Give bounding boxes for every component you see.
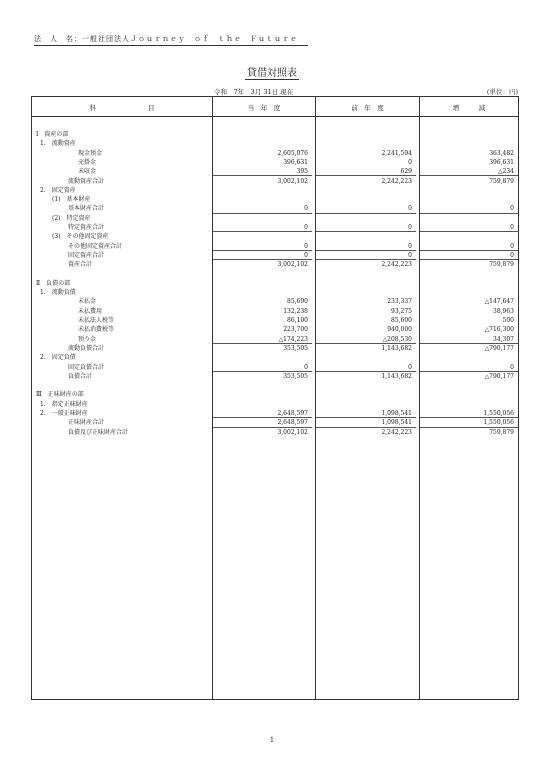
table-row — [32, 279, 518, 288]
row-label: 未払法人税等 — [78, 317, 115, 324]
current-value: 0 — [304, 224, 308, 231]
change-value: 759,879 — [489, 261, 514, 269]
current-value: 0 — [304, 205, 308, 213]
change-value: 1,550,056 — [483, 419, 514, 427]
column-header-current: 当 年 度 — [247, 104, 281, 112]
column-header-previous: 前 年 度 — [351, 104, 384, 112]
previous-value: 1,143,682 — [381, 372, 412, 380]
current-value: 2,605,076 — [277, 149, 308, 157]
current-value: 353,505 — [283, 372, 308, 380]
change-value: 0 — [510, 224, 514, 231]
table-row — [32, 149, 518, 158]
row-label: 未払金 — [78, 298, 97, 306]
row-label: 正味財産合計 — [68, 419, 105, 427]
previous-value: 0 — [408, 158, 412, 166]
row-label: その他固定資産合計 — [68, 242, 123, 250]
table-row — [32, 270, 518, 279]
current-value: 3,002,102 — [277, 428, 308, 436]
table-row — [32, 316, 518, 325]
table-row — [32, 130, 518, 139]
table-row — [32, 251, 518, 260]
change-value: 759,879 — [489, 177, 514, 185]
row-label: (3) その他固定資産 — [52, 233, 109, 241]
table-row — [32, 344, 518, 353]
table-row — [32, 353, 518, 362]
table-row — [32, 232, 518, 241]
table-row — [32, 363, 518, 372]
row-label: 特定資産合計 — [68, 224, 105, 231]
row-label: Ⅲ 正味財産の部 — [36, 391, 84, 399]
row-label: 2. 一般正味財産 — [40, 410, 88, 417]
row-label: 1. 流動資産 — [40, 140, 76, 148]
as-of-date: 令和 7年 3月 31日 現在 — [214, 88, 294, 96]
row-label: 売掛金 — [78, 158, 97, 166]
change-value: 0 — [510, 251, 514, 259]
row-label: 未収金 — [78, 168, 97, 176]
table-row — [32, 167, 518, 176]
current-value: 353,505 — [283, 344, 308, 352]
row-label: 1. 流動負債 — [40, 289, 76, 297]
row-label: 2. 固定負債 — [40, 354, 76, 362]
previous-value: 0 — [408, 224, 412, 231]
table-row — [32, 297, 518, 306]
change-value: 38,963 — [493, 307, 514, 315]
row-label: 負債及び正味財産合計 — [68, 428, 129, 436]
header-divider — [32, 116, 518, 117]
title-text: 貸借対照表 — [247, 68, 297, 79]
table-row — [32, 418, 518, 427]
row-label: 流動資産合計 — [68, 177, 105, 185]
change-value: △716,300 — [484, 326, 514, 334]
table-row — [32, 214, 518, 223]
table-row — [32, 325, 518, 334]
previous-value: 1,143,682 — [381, 344, 412, 352]
previous-value: 2,242,223 — [381, 261, 412, 269]
change-value: △790,177 — [484, 372, 514, 380]
previous-value: 0 — [408, 363, 412, 371]
table-row — [32, 139, 518, 148]
current-value: 85,690 — [287, 298, 308, 306]
table-row — [32, 186, 518, 195]
table-row — [32, 409, 518, 418]
previous-value: 0 — [408, 205, 412, 213]
change-value: △234 — [497, 168, 514, 176]
row-label: 未払消費税等 — [78, 326, 115, 334]
previous-value: 1,098,541 — [381, 419, 412, 427]
unit-label: (単位：円) — [486, 88, 518, 96]
current-value: 132,238 — [283, 307, 308, 315]
row-label: 預り金 — [78, 335, 97, 343]
table-row — [32, 400, 518, 409]
change-value: △147,647 — [484, 298, 514, 306]
table-row — [32, 428, 518, 437]
row-label: Ⅱ 負債の部 — [36, 279, 71, 287]
table-row — [32, 223, 518, 232]
row-label: 現金預金 — [78, 149, 103, 157]
current-value: 396,631 — [283, 158, 308, 166]
current-value: 0 — [304, 242, 308, 250]
current-value: 2,648,597 — [277, 419, 308, 427]
previous-value: 2,241,594 — [381, 149, 412, 157]
row-label: (2) 特定資産 — [52, 214, 91, 222]
row-label: 負債合計 — [68, 372, 93, 380]
current-value: 0 — [304, 363, 308, 371]
change-value: 363,482 — [489, 149, 514, 157]
table-row — [32, 195, 518, 204]
table-row — [32, 307, 518, 316]
current-value: 2,648,597 — [277, 410, 308, 417]
row-label: Ⅰ 資産の部 — [36, 131, 69, 138]
change-value: 759,879 — [489, 428, 514, 436]
previous-value: 93,275 — [391, 307, 412, 315]
row-label: 資産合計 — [68, 261, 93, 269]
previous-value: 2,242,223 — [381, 177, 412, 185]
row-label: 未払費用 — [78, 307, 103, 315]
column-header-change: 増 減 — [452, 104, 486, 112]
row-label: 1. 指定正味財産 — [40, 400, 88, 408]
change-value: 0 — [510, 242, 514, 250]
previous-value: △208,530 — [382, 335, 412, 343]
table-row — [32, 381, 518, 390]
table-row — [32, 177, 518, 186]
previous-value: 1,098,541 — [381, 410, 412, 417]
row-label: 流動負債合計 — [68, 344, 105, 352]
row-label: 固定負債合計 — [68, 363, 105, 371]
row-label: 基本財産合計 — [68, 205, 105, 213]
previous-value: 940,000 — [387, 326, 412, 334]
table-row — [32, 335, 518, 344]
current-value: 3,002,102 — [277, 261, 308, 269]
change-value: 0 — [510, 205, 514, 213]
previous-value: 629 — [400, 168, 412, 176]
table-row — [32, 158, 518, 167]
page-title — [0, 64, 544, 79]
balance-sheet-table — [31, 96, 519, 700]
row-label: 固定資産合計 — [68, 251, 105, 259]
change-value: △790,177 — [484, 344, 514, 352]
table-row — [32, 260, 518, 269]
page-number: 1 — [269, 736, 275, 744]
change-value: 500 — [502, 317, 514, 324]
previous-value: 2,242,223 — [381, 428, 412, 436]
row-label: 2. 固定資産 — [40, 186, 76, 194]
corporation-name: 法 人 名：一般社団法人Ｊｏｕｒｎｅｙ ｏｆ ｔｈｅ Ｆｕｔｕｒｅ — [34, 35, 298, 43]
table-row — [32, 288, 518, 297]
current-value: 86,100 — [287, 317, 308, 324]
row-label: (1) 基本財産 — [52, 196, 91, 204]
table-row — [32, 372, 518, 381]
table-row — [32, 390, 518, 399]
previous-value: 0 — [408, 251, 412, 259]
change-value: 0 — [510, 363, 514, 371]
table-row — [32, 204, 518, 213]
table-row — [32, 242, 518, 251]
current-value: 395 — [296, 168, 308, 176]
current-value: 0 — [304, 251, 308, 259]
change-value: 1,550,056 — [483, 410, 514, 417]
current-value: 3,002,102 — [277, 177, 308, 185]
previous-value: 85,600 — [391, 317, 412, 324]
change-value: 396,631 — [489, 158, 514, 166]
previous-value: 0 — [408, 242, 412, 250]
corporation-underline — [34, 45, 308, 46]
current-value: 223,700 — [283, 326, 308, 334]
change-value: 34,307 — [493, 335, 514, 343]
current-value: △174,223 — [278, 335, 308, 343]
previous-value: 233,337 — [387, 298, 412, 306]
column-header-subject: 科 目 — [89, 104, 155, 112]
